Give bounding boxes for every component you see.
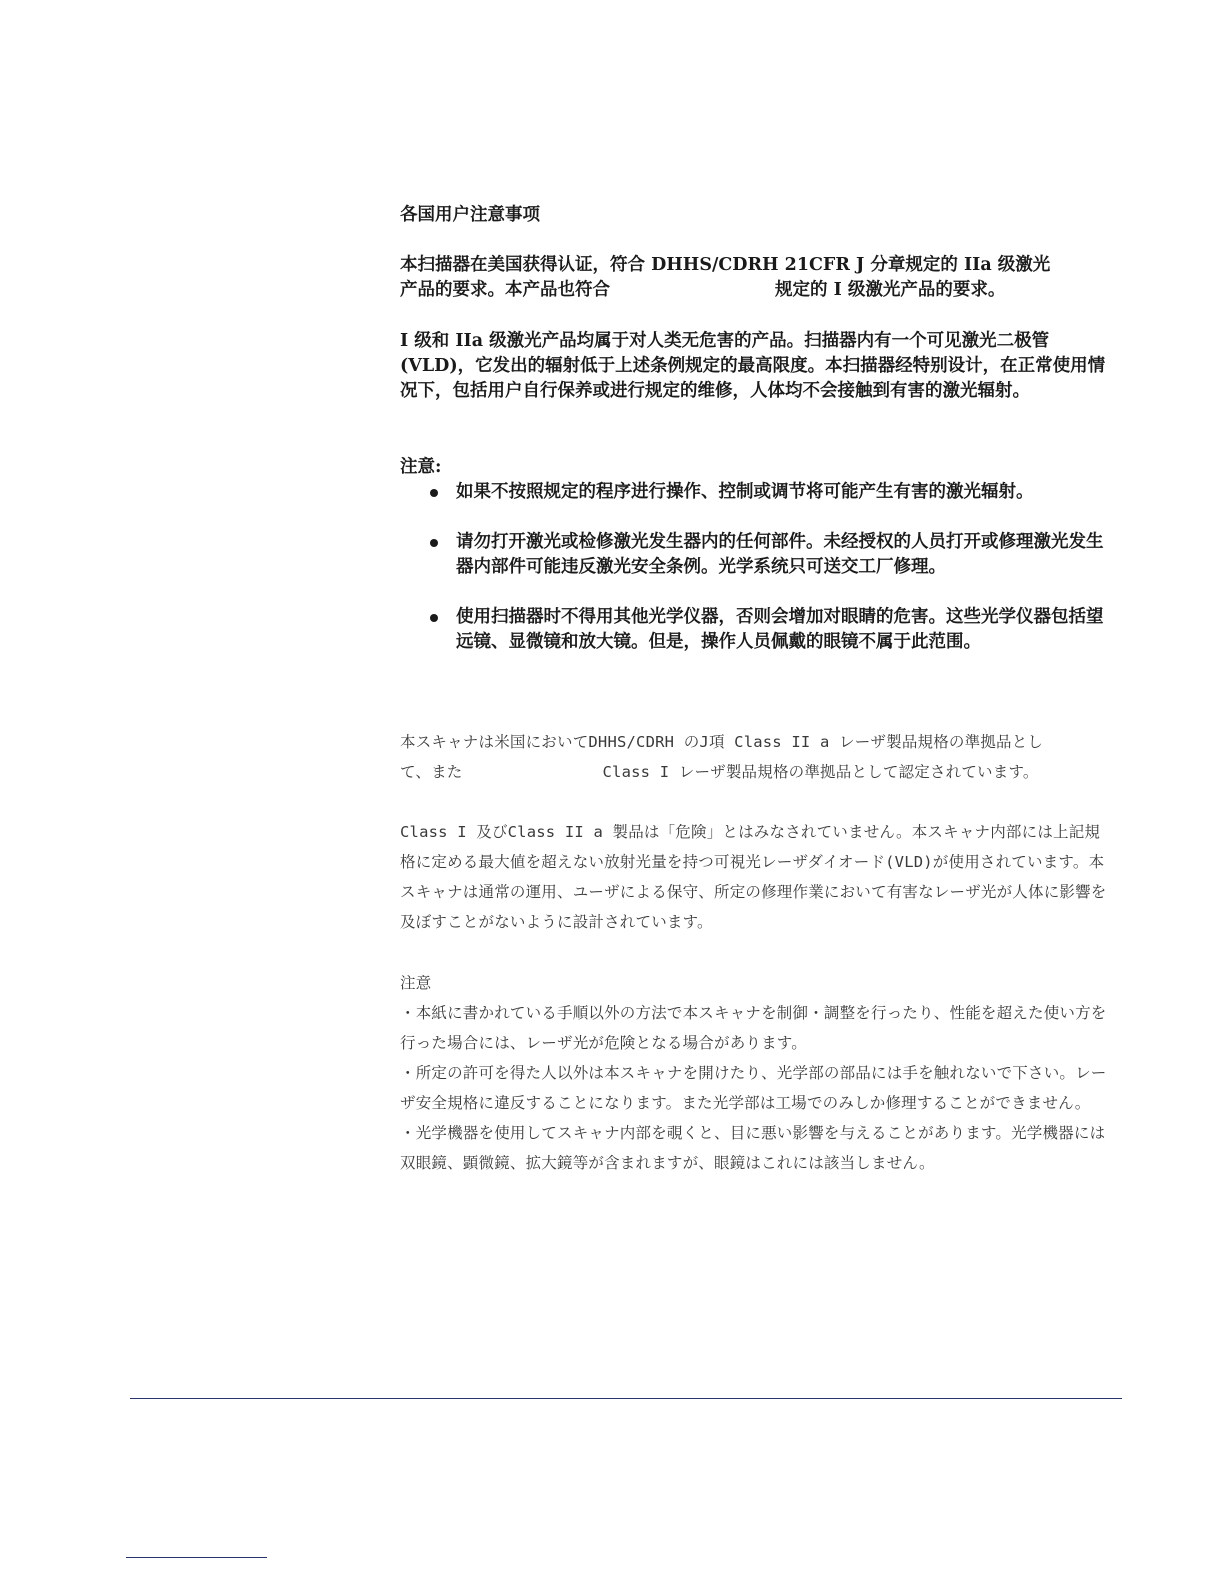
zh-para-laser-class xyxy=(400,329,1112,404)
bullet-icon xyxy=(430,539,438,547)
zh-para1-line2a: 产品的要求。本产品也符合 xyxy=(400,280,610,300)
ja-para1-line2b: Class I レーザ製品規格の準拠品として認定されています。 xyxy=(602,763,1039,781)
ja-caution-section xyxy=(400,968,1112,1178)
ja-para-certification xyxy=(400,727,1112,787)
zh-para1-line2 xyxy=(400,278,1112,303)
zh-para-certification xyxy=(400,253,1112,303)
zh-para1-line2b: 规定的 I 级激光产品的要求。 xyxy=(775,280,1006,300)
list-item: 使用扫描器时不得用其他光学仪器，否则会增加对眼睛的危害。这些光学仪器包括望远镜、显微镜和放大镜。但是，操作人员佩戴的眼镜不属于此范围。 xyxy=(400,605,1112,655)
footer-rule xyxy=(126,1557,267,1558)
ja-para1-line1: 本スキャナは米国においてDHHS/CDRH のJ項 Class II a レーザ製品規格の準拠品とし xyxy=(400,733,1044,751)
ja-caution-label: 注意 xyxy=(400,974,432,992)
zh-para1-line1: 本扫描器在美国获得认证，符合 DHHS/CDRH 21CFR J 分章规定的 IIa 级激光 xyxy=(400,255,1051,275)
ja-para1-line2a: て、また xyxy=(400,763,463,781)
ja-note: ・所定の許可を得た人以外は本スキャナを開けたり、光学部の部品には手を触れないで下さい。レーザ安全規格に違反することになります。また光学部は工場でのみしか修理することができません。 xyxy=(400,1064,1107,1112)
ja-note: ・本紙に書かれている手順以外の方法で本スキャナを制御・調整を行ったり、性能を超えた使い方を行った場合には、レーザ光が危険となる場合があります。 xyxy=(400,1004,1107,1052)
list-item: 如果不按照规定的程序进行操作、控制或调节将可能产生有害的激光辐射。 xyxy=(400,480,1112,505)
ja-para1-line2 xyxy=(400,757,1112,787)
ja-para2: Class I 及びClass II a 製品は「危険」とはみなされていません。本スキャナ内部には上記規格に定める最大値を超えない放射光量を持つ可視光レーザダイオード(VLD)が使用されています。本スキャナは通常の運用、ユーザによる保守、所定の修理作業において有害なレーザ光が人体に影響を及ぼすことがないように設計されています。 xyxy=(400,823,1107,931)
page-divider xyxy=(130,1398,1122,1399)
zh-para2: I 级和 IIa 级激光产品均属于对人类无危害的产品。扫描器内有一个可见激光二极管(VLD)，它发出的辐射低于上述条例规定的最高限度。本扫描器经特别设计，在正常使用情况下，包括用户自行保养或进行规定的维修，人体均不会接触到有害的激光辐射。 xyxy=(400,331,1106,401)
bullet-icon xyxy=(430,614,438,622)
zh-caution-label: 注意: xyxy=(400,457,442,477)
bullet-icon xyxy=(430,489,438,497)
list-item: 请勿打开激光或检修激光发生器内的任何部件。未经授权的人员打开或修理激光发生器内部件可能违反激光安全条例。光学系统只可送交工厂修理。 xyxy=(400,530,1112,580)
zh-heading: 各国用户注意事项 xyxy=(400,205,540,225)
zh-caution-list xyxy=(400,480,1112,680)
ja-note: ・光学機器を使用してスキャナ内部を覗くと、目に悪い影響を与えることがあります。光学機器には双眼鏡、顕微鏡、拡大鏡等が含まれますが、眼鏡はこれには該当しません。 xyxy=(400,1124,1106,1172)
ja-para-laser-class xyxy=(400,817,1112,937)
